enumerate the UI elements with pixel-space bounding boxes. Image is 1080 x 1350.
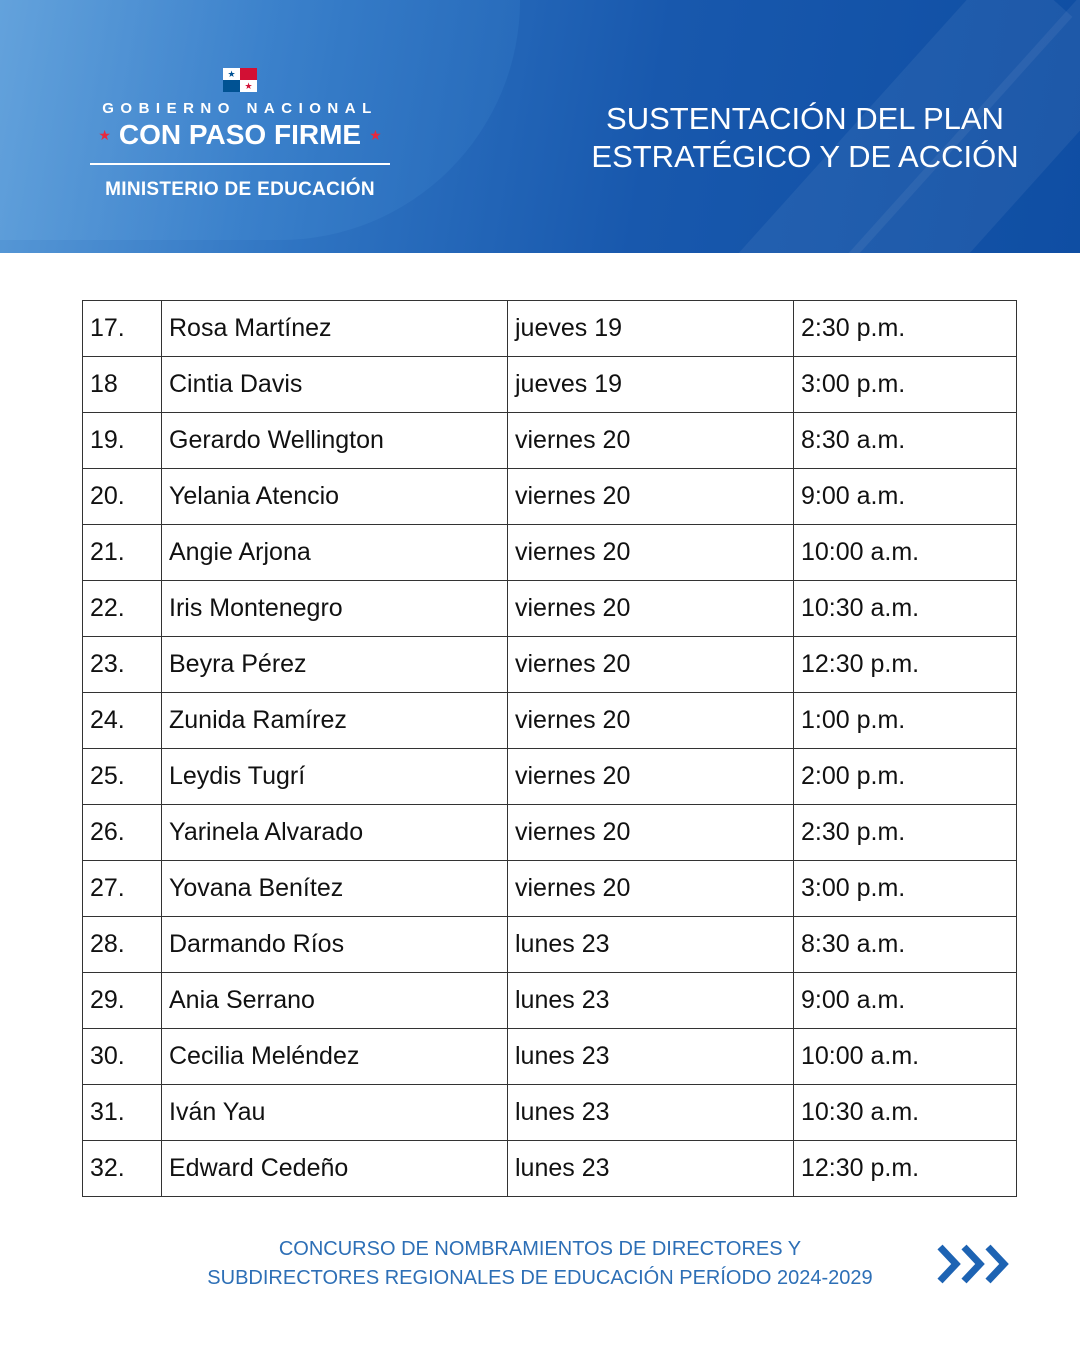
cell-day: jueves 19 bbox=[508, 357, 794, 413]
page-title-line2: ESTRATÉGICO Y DE ACCIÓN bbox=[591, 139, 1019, 174]
table-row bbox=[83, 469, 1017, 525]
logo-divider bbox=[90, 163, 390, 165]
schedule-table-body bbox=[83, 301, 1017, 1197]
cell-number: 17. bbox=[83, 301, 162, 357]
cell-day: lunes 23 bbox=[508, 1141, 794, 1197]
table-row bbox=[83, 1141, 1017, 1197]
cell-name: Cecilia Meléndez bbox=[162, 1029, 508, 1085]
page-title bbox=[560, 100, 1050, 176]
cell-number: 28. bbox=[83, 917, 162, 973]
star-icon: ★ bbox=[369, 126, 382, 143]
cell-day: viernes 20 bbox=[508, 413, 794, 469]
cell-day: viernes 20 bbox=[508, 469, 794, 525]
page-title-line1: SUSTENTACIÓN DEL PLAN bbox=[606, 101, 1004, 136]
cell-name: Yovana Benítez bbox=[162, 861, 508, 917]
cell-day: viernes 20 bbox=[508, 861, 794, 917]
cell-day: viernes 20 bbox=[508, 637, 794, 693]
cell-number: 30. bbox=[83, 1029, 162, 1085]
government-name: GOBIERNO NACIONAL bbox=[102, 100, 378, 117]
table-row bbox=[83, 1085, 1017, 1141]
government-logo bbox=[90, 68, 390, 201]
table-row bbox=[83, 525, 1017, 581]
cell-number: 19. bbox=[83, 413, 162, 469]
cell-name: Gerardo Wellington bbox=[162, 413, 508, 469]
cell-time: 10:30 a.m. bbox=[794, 1085, 1017, 1141]
cell-day: lunes 23 bbox=[508, 917, 794, 973]
cell-time: 3:00 p.m. bbox=[794, 357, 1017, 413]
motto-text: CON PASO FIRME bbox=[118, 119, 362, 150]
cell-time: 8:30 a.m. bbox=[794, 413, 1017, 469]
schedule-table bbox=[82, 300, 1017, 1197]
table-row bbox=[83, 637, 1017, 693]
cell-time: 1:00 p.m. bbox=[794, 693, 1017, 749]
star-icon: ★ bbox=[98, 126, 111, 143]
ministry-name: MINISTERIO DE EDUCACIÓN bbox=[105, 179, 375, 200]
cell-time: 2:30 p.m. bbox=[794, 805, 1017, 861]
cell-day: lunes 23 bbox=[508, 1029, 794, 1085]
cell-day: jueves 19 bbox=[508, 301, 794, 357]
cell-number: 29. bbox=[83, 973, 162, 1029]
cell-time: 9:00 a.m. bbox=[794, 469, 1017, 525]
cell-number: 26. bbox=[83, 805, 162, 861]
cell-name: Iván Yau bbox=[162, 1085, 508, 1141]
table-row bbox=[83, 581, 1017, 637]
cell-time: 10:00 a.m. bbox=[794, 525, 1017, 581]
cell-name: Leydis Tugrí bbox=[162, 749, 508, 805]
cell-number: 23. bbox=[83, 637, 162, 693]
table-row bbox=[83, 749, 1017, 805]
table-row bbox=[83, 1029, 1017, 1085]
cell-time: 8:30 a.m. bbox=[794, 917, 1017, 973]
cell-number: 31. bbox=[83, 1085, 162, 1141]
table-row bbox=[83, 973, 1017, 1029]
cell-number: 32. bbox=[83, 1141, 162, 1197]
cell-name: Edward Cedeño bbox=[162, 1141, 508, 1197]
cell-time: 12:30 p.m. bbox=[794, 1141, 1017, 1197]
cell-name: Rosa Martínez bbox=[162, 301, 508, 357]
cell-time: 10:30 a.m. bbox=[794, 581, 1017, 637]
cell-number: 25. bbox=[83, 749, 162, 805]
cell-number: 20. bbox=[83, 469, 162, 525]
government-motto bbox=[90, 119, 390, 151]
cell-day: viernes 20 bbox=[508, 693, 794, 749]
cell-number: 18 bbox=[83, 357, 162, 413]
cell-day: viernes 20 bbox=[508, 805, 794, 861]
cell-name: Angie Arjona bbox=[162, 525, 508, 581]
cell-name: Zunida Ramírez bbox=[162, 693, 508, 749]
cell-number: 21. bbox=[83, 525, 162, 581]
cell-name: Cintia Davis bbox=[162, 357, 508, 413]
cell-time: 12:30 p.m. bbox=[794, 637, 1017, 693]
table-row bbox=[83, 357, 1017, 413]
cell-time: 9:00 a.m. bbox=[794, 973, 1017, 1029]
cell-time: 2:30 p.m. bbox=[794, 301, 1017, 357]
cell-day: viernes 20 bbox=[508, 749, 794, 805]
cell-number: 22. bbox=[83, 581, 162, 637]
cell-time: 2:00 p.m. bbox=[794, 749, 1017, 805]
cell-name: Beyra Pérez bbox=[162, 637, 508, 693]
cell-name: Iris Montenegro bbox=[162, 581, 508, 637]
panama-flag-icon: ★ ★ bbox=[223, 68, 257, 92]
table-row bbox=[83, 301, 1017, 357]
cell-number: 27. bbox=[83, 861, 162, 917]
triple-chevron-right-icon[interactable] bbox=[936, 1242, 1018, 1286]
table-row bbox=[83, 693, 1017, 749]
cell-time: 10:00 a.m. bbox=[794, 1029, 1017, 1085]
cell-name: Ania Serrano bbox=[162, 973, 508, 1029]
table-row bbox=[83, 805, 1017, 861]
cell-name: Darmando Ríos bbox=[162, 917, 508, 973]
table-row bbox=[83, 413, 1017, 469]
cell-name: Yelania Atencio bbox=[162, 469, 508, 525]
cell-day: lunes 23 bbox=[508, 1085, 794, 1141]
footer-line1: CONCURSO DE NOMBRAMIENTOS DE DIRECTORES Y bbox=[278, 1238, 802, 1260]
cell-time: 3:00 p.m. bbox=[794, 861, 1017, 917]
table-row bbox=[83, 917, 1017, 973]
cell-day: viernes 20 bbox=[508, 525, 794, 581]
footer-caption bbox=[170, 1235, 910, 1293]
cell-day: lunes 23 bbox=[508, 973, 794, 1029]
cell-number: 24. bbox=[83, 693, 162, 749]
footer-line2: SUBDIRECTORES REGIONALES DE EDUCACIÓN PERÍODO 2024-2029 bbox=[207, 1267, 873, 1289]
header-banner bbox=[0, 0, 1080, 253]
table-row bbox=[83, 861, 1017, 917]
cell-name: Yarinela Alvarado bbox=[162, 805, 508, 861]
cell-day: viernes 20 bbox=[508, 581, 794, 637]
